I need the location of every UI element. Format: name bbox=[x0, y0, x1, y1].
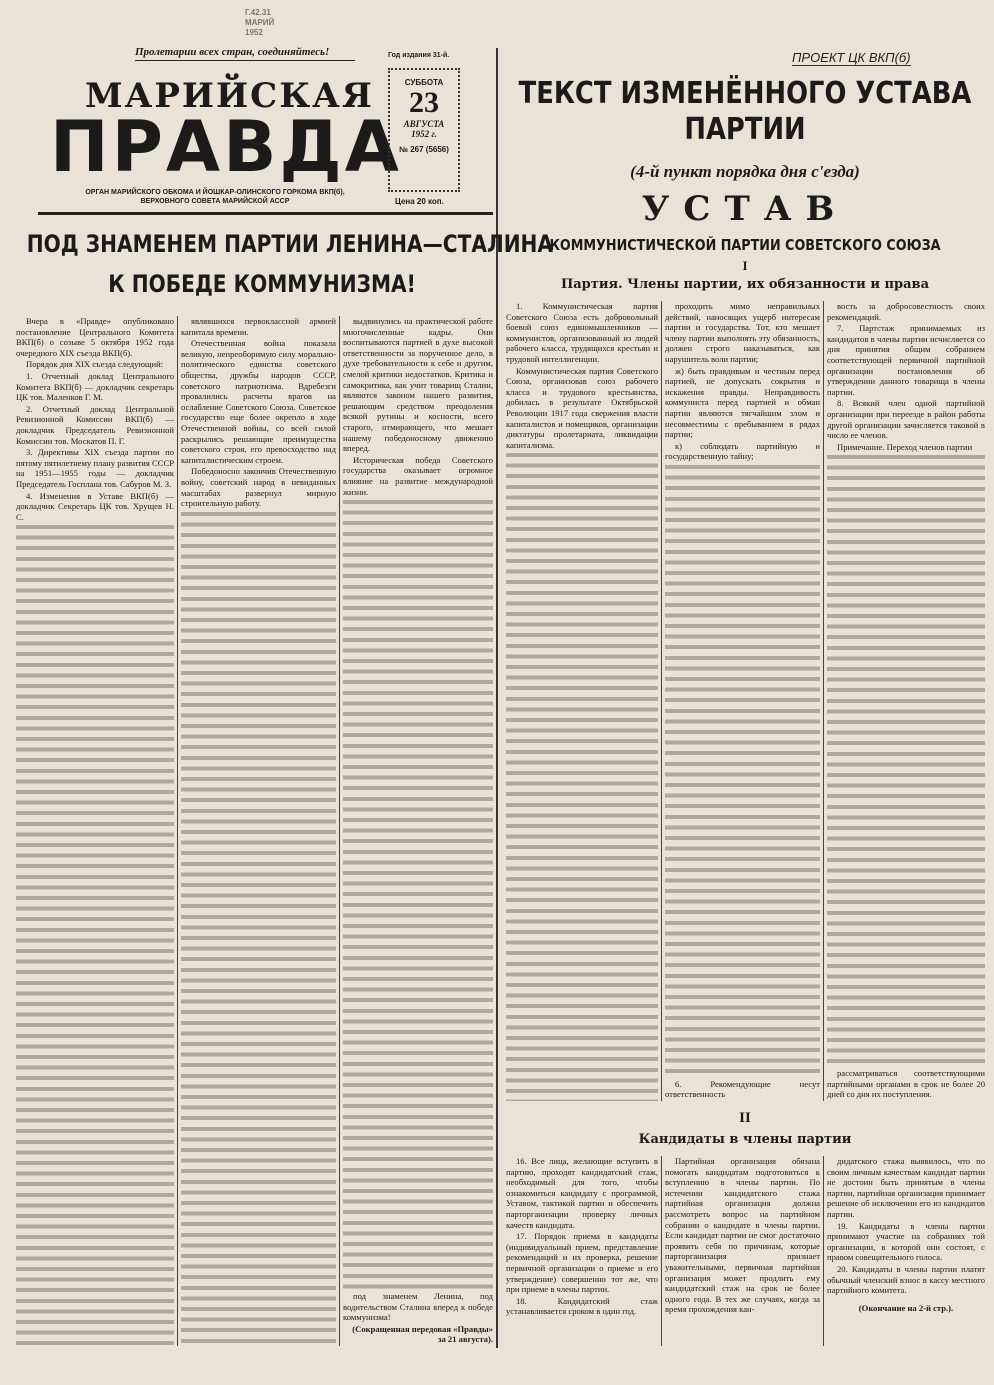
column-rule bbox=[661, 1156, 662, 1346]
candidates-column-3 bbox=[827, 1156, 985, 1380]
continued-note: (Окончание на 2-й стр.). bbox=[858, 1302, 954, 1313]
paragraph: 19. Кандидаты в члены партии принимают участие на собраниях той организации, в которой они состоят, с правом совещательного голоса. bbox=[827, 1220, 985, 1263]
masthead-title-main: ПРАВДА bbox=[50, 106, 402, 188]
paragraph: рассматриваться соответствующими партийными органами в срок не более 20 дней со дня их поступления. bbox=[827, 1068, 985, 1100]
column-rule bbox=[823, 301, 824, 1101]
paragraph: дидатского стажа выявилось, что по своим личным качествам кандидат партии не достоин быть принятым в члены партии, партийная организация принимает решение об исключении его из кандидатов партии. bbox=[827, 1156, 985, 1219]
ustav-heading: УСТАВ bbox=[641, 189, 849, 229]
masthead-rule bbox=[38, 212, 493, 215]
paragraph: являвшихся первоклассной армией капитала времени. bbox=[181, 316, 336, 337]
illegible-text-lines bbox=[16, 525, 174, 1346]
paragraph: 7. Партстаж принимаемых из кандидатов в члены партии исчисляется со дня принятия общим собранием соответствующей первичной партийной организации постановления об утверждении данного товарища в члены партии. bbox=[827, 323, 985, 397]
day: 23 bbox=[409, 86, 439, 119]
section-2-number: II bbox=[739, 1110, 751, 1126]
paragraph: к) соблюдать партийную и государственную тайну; bbox=[665, 440, 820, 462]
column-rule bbox=[177, 316, 178, 1346]
masthead-title-top: МАРИЙСКАЯ bbox=[85, 76, 374, 116]
paragraph: проходить мимо неправильных действий, наносящих ущерб интересам партии и государства. Тот, кто мешает члену партии выполнять эту обязанность, должен строго наказываться, как нарушитель воли партии; bbox=[665, 301, 820, 364]
lead-headline bbox=[26, 224, 554, 304]
project-label: ПРОЕКТ ЦК ВКП(б) bbox=[792, 50, 911, 65]
left-column-2 bbox=[181, 316, 336, 1346]
price: Цена 20 коп. bbox=[395, 197, 444, 206]
candidates-column-2 bbox=[665, 1156, 820, 1380]
section-1-number: I bbox=[742, 258, 748, 273]
paragraph: 6. Рекомендующие несут ответственность bbox=[665, 1078, 820, 1100]
stamp-line: 1952 bbox=[245, 28, 263, 37]
motto: Пролетарии всех стран, соединяйтесь! bbox=[135, 46, 355, 61]
illegible-text-lines bbox=[665, 465, 820, 1079]
charter-column-2 bbox=[665, 301, 820, 1101]
stamp-line: МАРИЙ bbox=[245, 18, 275, 27]
paragraph: 16. Все лица, желающие вступить в партию, проходят кандидатский стаж, необходимый для того, чтобы ознакомиться кандидату с программой, Уставом, тактикой партии и обеспечить парторганизации проверку личных качеств кандидата. bbox=[506, 1156, 658, 1230]
library-stamp bbox=[245, 8, 274, 38]
paragraph: под знаменем Ленина, под водительством Сталина вперед к победе коммунизма! bbox=[343, 1291, 493, 1323]
paragraph: 2. Отчетный доклад Центральной Ревизионной Комиссии ВКП(б) — докладчик Председатель Ревизионной Комиссии тов. Москатов П. Г. bbox=[16, 403, 174, 446]
month: АВГУСТА bbox=[403, 119, 445, 129]
candidates-column-1 bbox=[506, 1156, 658, 1380]
illegible-text-lines bbox=[827, 455, 985, 1068]
paragraph: 1. Коммунистическая партия Советского Союза есть добровольный боевой союз единомышленников — коммунистов, организованный из людей рабочего класса, трудящихся крестьян и трудовой интеллигенции. bbox=[506, 301, 658, 364]
charter-subtitle: (4-й пункт порядка дня с'езда) bbox=[630, 162, 860, 181]
column-rule bbox=[661, 301, 662, 1101]
paragraph: Вчера в «Правде» опубликовано постановление Центрального Комитета ВКП(б) о созыве 5 октября 1952 года очередного XIX съезда ВКП(б). bbox=[16, 316, 174, 358]
article-source: (Сокращенная передовая «Правды» за 21 августа). bbox=[352, 1323, 493, 1345]
stamp-line: Г.42.31 bbox=[245, 8, 271, 17]
paragraph: Партийная организация обязана помогать кандидатам подготовиться к вступлению в члены партии. По истечении кандидатского стажа партийная организация должна рассмотреть вопрос на партийном собрании о кандидате в члены партии. Если кандидат партии не смог достаточно проявить себя по причинам, которые парторганизация признает уважительными, первичная партийная организация может продлить ему кандидатский стаж на срок не более одного года. В тех же случаях, когда за время прохождения кан- bbox=[665, 1156, 820, 1315]
illegible-text-lines bbox=[506, 453, 658, 1101]
masthead-organ: ОРГАН МАРИЙСКОГО ОБКОМА И ЙОШКАР-ОЛИНСКОГО ГОРКОМА ВКП(б), ВЕРХОВНОГО СОВЕТА МАРИЙСКОЙ АССР bbox=[85, 189, 345, 205]
paragraph: Отечественная война показала великую, непреоборимую силу морально-политического единства советского общества, дружбы народов СССР, советского патриотизма. Вдребезги провалились расчеты врагов на ослабление Советского Союза. Советское государство еще более окрепло в ходе Отечественной войны, со всей силой раскрылись решающие преимущества советского строя, его превосходство над капиталистическим строем. bbox=[181, 338, 336, 465]
illegible-text-lines bbox=[181, 512, 336, 1346]
paragraph: Историческая победа Советского государства оказывает огромное влияние на развитие международной жизни. bbox=[343, 454, 493, 497]
year: 1952 г. bbox=[411, 129, 437, 139]
weekday: СУББОТА bbox=[404, 78, 444, 87]
left-column-1 bbox=[16, 316, 174, 1346]
paragraph: 1. Отчетный доклад Центрального Комитета ВКП(б) — докладчик секретарь ЦК тов. Маленков Г. М. bbox=[16, 370, 174, 403]
paragraph: 8. Всякий член одной партийной организации при переезде в район работы другой организации зачисляется таковой в число ее членов. bbox=[827, 398, 985, 441]
founded-year: Год издания 31-й. bbox=[388, 52, 450, 59]
issue-number: № 267 (5656) bbox=[399, 145, 449, 154]
paragraph: 18. Кандидатский стаж устанавливается сроком в один год. bbox=[506, 1295, 658, 1317]
paragraph: 20. Кандидаты в члены партии платят обычный членский взнос в кассу местного партийного комитета. bbox=[827, 1263, 985, 1296]
illegible-text-lines bbox=[343, 500, 493, 1291]
paragraph: 3. Директивы XIX съезда партии по пятому пятилетнему плану развития СССР на 1951—1955 годы — докладчик Председатель Госплана тов. Сабуров М. З. bbox=[16, 447, 174, 489]
paragraph: вость за добросовестность своих рекомендаций. bbox=[827, 301, 985, 322]
headline-line: К ПОБЕДЕ КОММУНИЗМА! bbox=[108, 270, 416, 298]
paragraph: Коммунистическая партия Советского Союза, организовав союз рабочего класса и трудового крестьянства, добилась в результате Октябрьской Революции 1917 года свержения власти капиталистов и помещиков, организации диктатуры пролетариата, ликвидации капитализма. bbox=[506, 365, 658, 450]
charter-column-3 bbox=[827, 301, 985, 1101]
section-1-title: Партия. Члены партии, их обязанности и права bbox=[560, 277, 930, 292]
party-name: КОММУНИСТИЧЕСКОЙ ПАРТИИ СОВЕТСКОГО СОЮЗА bbox=[549, 236, 941, 254]
paragraph: Примечание. Переход членов партии bbox=[837, 441, 973, 452]
column-rule bbox=[339, 316, 340, 1346]
paragraph: 17. Порядок приема в кандидаты (индивидуальный прием, представление рекомендаций и их проверка, решение первичной организации о приеме и его утверждение) совершенно тот же, что при приеме в члены партии. bbox=[506, 1231, 658, 1295]
headline-line: ПОД ЗНАМЕНЕМ ПАРТИИ ЛЕНИНА—СТАЛИНА bbox=[26, 230, 554, 258]
date-box bbox=[388, 68, 460, 192]
paragraph: 4. Изменения в Уставе ВКП(б) — докладчик Секретарь ЦК тов. Хрущев Н. С. bbox=[16, 490, 174, 522]
section-2-title: Кандидаты в члены партии bbox=[638, 1132, 852, 1147]
left-column-3 bbox=[343, 316, 493, 1346]
charter-column-1 bbox=[506, 301, 658, 1101]
paragraph: Порядок дня XIX съезда следующий: bbox=[26, 359, 164, 370]
charter-title: ТЕКСТ ИЗМЕНЁННОГО УСТАВА ПАРТИИ bbox=[518, 76, 972, 147]
column-rule bbox=[823, 1156, 824, 1346]
paragraph: выдвинулись на практической работе многочисленные кадры. Они воспитываются партией в духе высокой ответственности за порученное дело, в духе требовательности к себе и другим, смелой критики недостатков. Критика и самокритика, как учит товарищ Сталин, являются законом нашего развития, решающим средством преодоления всякой рутины и косности, всего старого, отмирающего, что мешает нашему победоносному движению вперед. bbox=[343, 316, 493, 454]
paragraph: Победоносно закончив Отечественную войну, советский народ в невиданных масштабах развернул мирную строительную работу. bbox=[181, 466, 336, 509]
paragraph: ж) быть правдивым и честным перед партией, не допускать сокрытия и искажения правды. Неправдивость коммуниста перед партией и обман партии являются тягчайшим злом и несовместимы с пребыванием в рядах партии; bbox=[665, 365, 820, 440]
